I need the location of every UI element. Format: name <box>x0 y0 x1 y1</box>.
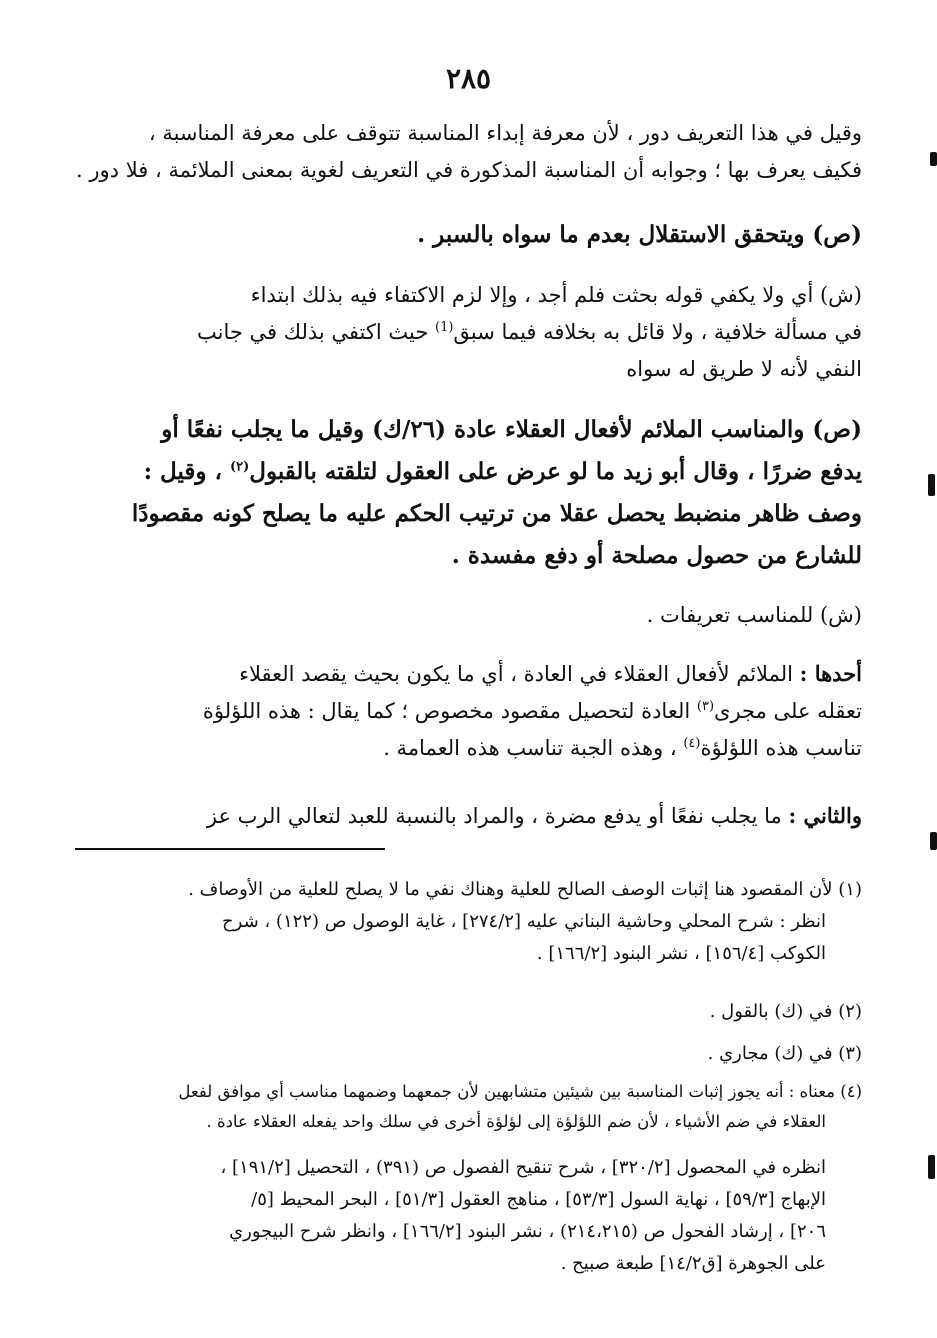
paragraph-sharh-bahth <box>72 277 862 388</box>
scan-margin-mark <box>928 1155 935 1179</box>
line-text: ، وقيل : <box>143 458 230 485</box>
scan-margin-mark <box>930 832 937 850</box>
scan-margin-mark <box>930 152 937 166</box>
footnote-separator <box>75 848 385 850</box>
text-line: (ش) للمناسب تعريفات . <box>646 603 862 627</box>
scan-margin-mark <box>928 474 935 496</box>
footnote-ref: (٢) <box>229 459 250 475</box>
text-line <box>72 314 862 351</box>
paragraph-matn-istiqlal <box>72 214 862 256</box>
footnote-4-references <box>72 1152 862 1280</box>
footnote-line: (٤) معناه : أنه يجوز إثبات المناسبة بين شيئين متشابهين لأن جمعهما وضمهما مناسب أي موافق لفعل <box>178 1082 862 1101</box>
paragraph-lead: والثاني : <box>788 803 862 828</box>
page-number: ٢٨٥ <box>445 62 492 95</box>
paragraph-matn-munasib <box>72 409 862 577</box>
text-line <box>72 655 862 693</box>
line-text: في مسألة خلافية ، ولا قائل به بخلافه فيما سبق <box>453 320 862 344</box>
line-text: ما يجلب نفعًا أو يدفع مضرة ، والمراد بالنسبة للعبد لتعالي الرب عز <box>206 804 789 828</box>
footnote-line: (٣) في (ك) مجاري . <box>707 1043 862 1064</box>
line-text: حيث اكتفي بذلك في جانب <box>197 320 435 344</box>
footnote-ref: (1) <box>434 320 454 335</box>
text-line: للشارع من حصول مصلحة أو دفع مفسدة . <box>451 542 862 569</box>
paragraph-second-definition <box>72 797 862 835</box>
footnote-2 <box>72 996 862 1028</box>
footnote-line: الإبهاج [٥٩/٣] ، نهاية السول [٥٣/٣] ، مناهج العقول [٥١/٣] ، البحر المحيط [٥/ <box>251 1189 826 1210</box>
footnote-line: (٢) في (ك) بالقول . <box>709 1001 862 1022</box>
footnote-line: انظر : شرح المحلي وحاشية البناني عليه [٢٧٤/٢] ، غاية الوصول ص (١٢٢) ، شرح <box>222 911 826 932</box>
text-line: النفي لأنه لا طريق له سواه <box>626 357 862 381</box>
text-line <box>72 693 862 730</box>
footnote-ref: (٤) <box>683 736 701 751</box>
line-text: يدفع ضررًا ، وقال أبو زيد ما لو عرض على العقول لتلقته بالقبول <box>249 458 862 485</box>
text-line <box>72 797 862 835</box>
footnote-line: على الجوهرة [ق١٤/٢] طبعة صبيح . <box>560 1253 826 1274</box>
text-line: وصف ظاهر منضبط يحصل عقلا من ترتيب الحكم عليه ما يصلح كونه مقصودًا <box>131 500 862 527</box>
footnote-line: العقلاء في ضم الأشياء ، لأن ضم اللؤلؤة إلى لؤلؤة أخرى في سلك واحد يفعله العقلاء عادة . <box>206 1112 826 1131</box>
line-text: تعقله على مجرى <box>714 699 862 723</box>
paragraph-lead: أحدها : <box>799 661 862 686</box>
paragraph-sharh-tarifat <box>72 597 862 634</box>
footnote-line: (١) لأن المقصود هنا إثبات الوصف الصالح للعلية وهناك نفي ما لا يصلح للعلية من الأوصاف . <box>188 879 862 900</box>
text-line <box>72 451 862 493</box>
footnote-ref: (٣) <box>696 699 715 714</box>
line-text: العادة لتحصيل مقصود مخصوص ؛ كما يقال : هذه اللؤلؤة <box>202 699 697 723</box>
text-line <box>72 730 862 767</box>
text-line: وقيل في هذا التعريف دور ، لأن معرفة إبداء المناسبة تتوقف على معرفة المناسبة ، <box>148 121 862 145</box>
footnote-1 <box>72 874 862 970</box>
footnote-line: انظره في المحصول [٣٢٠/٢] ، شرح تنقيح الفصول ص (٣٩١) ، التحصيل [١٩١/٢] ، <box>220 1157 826 1178</box>
line-text: ، وهذه الجبة تناسب هذه العمامة . <box>383 736 684 760</box>
line-text: الملائم لأفعال العقلاء في العادة ، أي ما يكون بحيث يقصد العقلاء <box>239 662 800 686</box>
line-text: تناسب هذه اللؤلؤة <box>700 736 862 760</box>
text-line: (ص) ويتحقق الاستقلال بعدم ما سواه بالسبر . <box>417 221 862 248</box>
footnote-3 <box>72 1038 862 1070</box>
footnote-4 <box>72 1077 862 1137</box>
paragraph-definition-circularity <box>72 115 862 189</box>
footnote-line: الكوكب [١٥٦/٤] ، نشر البنود [١٦٦/٢] . <box>536 943 826 964</box>
text-line: فكيف يعرف بها ؛ وجوابه أن المناسبة المذكورة في التعريف لغوية بمعنى الملائمة ، فلا دور . <box>76 158 862 182</box>
paragraph-first-definition <box>72 655 862 767</box>
text-line: (ش) أي ولا يكفي قوله بحثت فلم أجد ، وإلا لزم الاكتفاء فيه بذلك ابتداء <box>250 283 862 307</box>
text-line: (ص) والمناسب الملائم لأفعال العقلاء عادة (٢٦/ك) وقيل ما يجلب نفعًا أو <box>161 416 862 443</box>
footnote-line: ٢٠٦] ، إرشاد الفحول ص (٢١٤،٢١٥) ، نشر البنود [١٦٦/٢] ، وانظر شرح البيجوري <box>229 1221 826 1242</box>
